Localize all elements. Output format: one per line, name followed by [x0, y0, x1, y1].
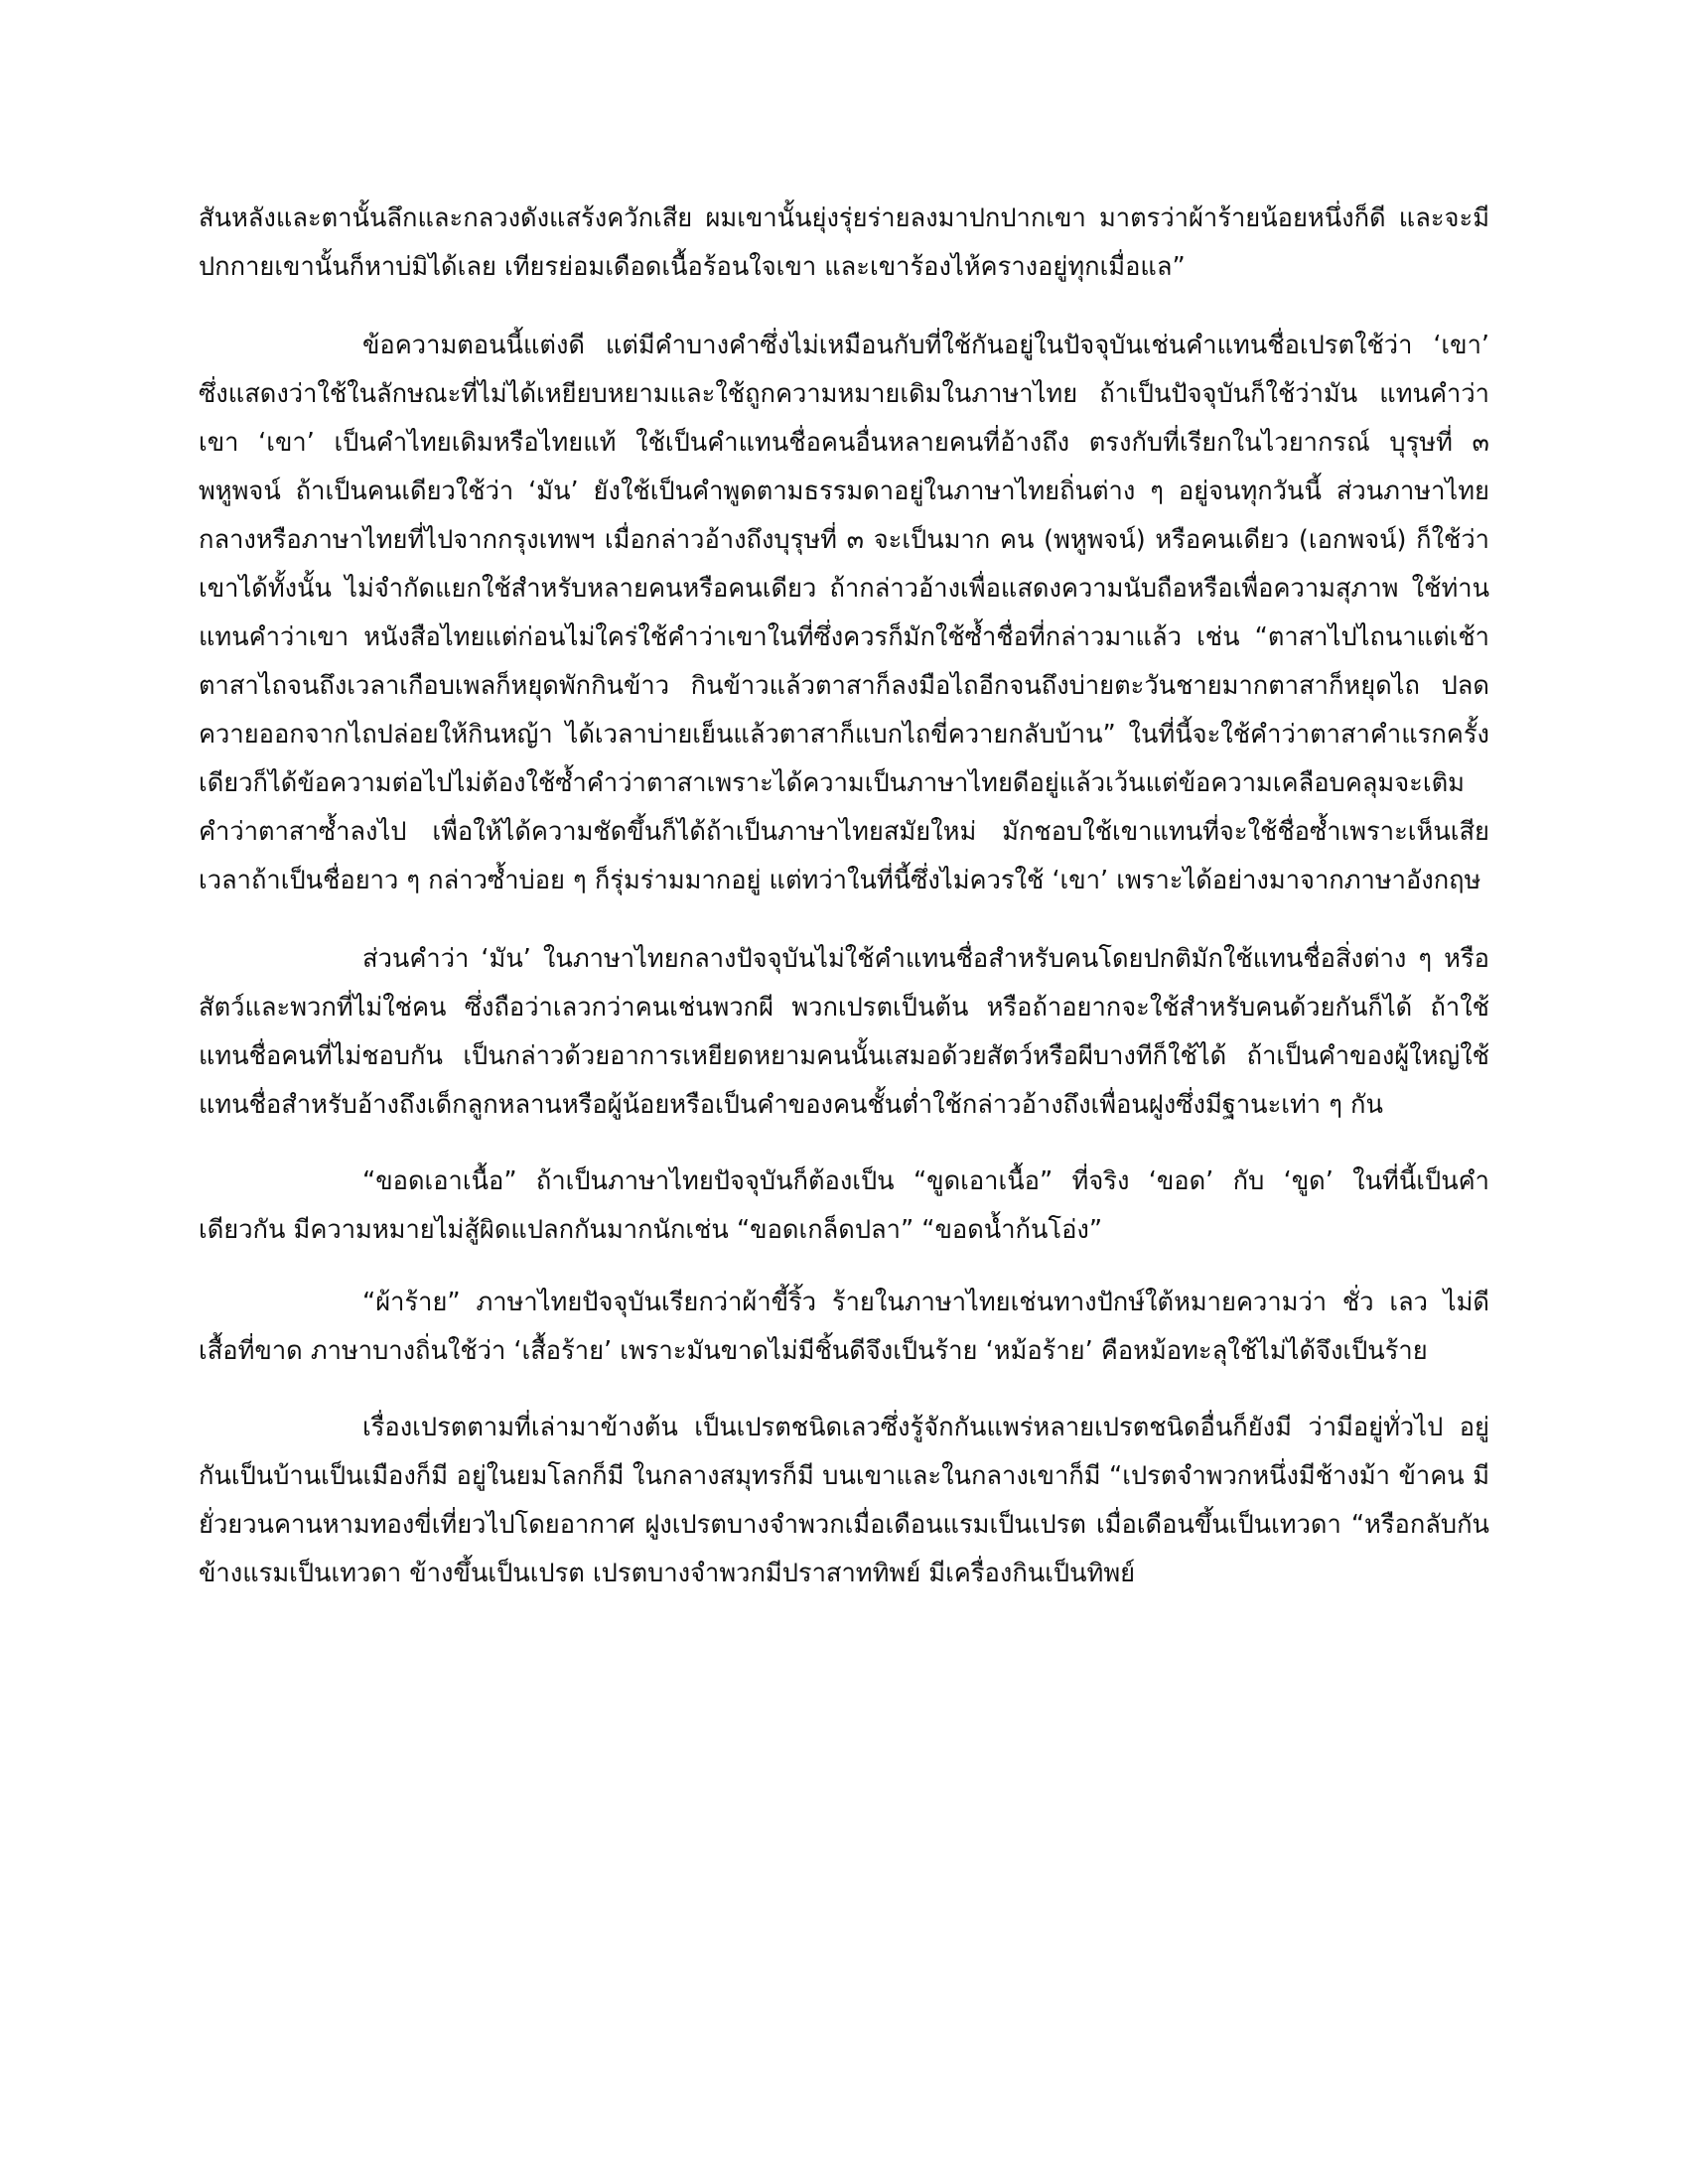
- paragraph-6: เรื่องเปรตตามที่เล่ามาข้างต้น เป็นเปรตชนิดเลวซึ่งรู้จักกันแพร่หลายเปรตชนิดอื่นก็ยังมี ว่ามีอยู่ทั่วไป อยู่กันเป็นบ้านเป็นเมืองก็มี อยู่ในยมโลกก็มี ในกลางสมุทรก็มี บนเขาและในกลางเขาก็มี “เปรตจำพวกหนึ่งมีช้างม้า ข้าคน มียั่วยวนคานหามทองขี่เที่ยวไปโดยอากาศ ฝูงเปรตบางจำพวกเมื่อเดือนแรมเป็นเปรต เมื่อเดือนขึ้นเป็นเทวดา “หรือกลับกันข้างแรมเป็นเทวดา ข้างขึ้นเป็นเปรต เปรตบางจำพวกมีปราสาททิพย์ มีเครื่องกินเป็นทิพย์: [199, 1413, 1489, 1588]
- paragraph-3: ส่วนคำว่า ‘มัน’ ในภาษาไทยกลางปัจจุบันไม่ใช้คำแทนชื่อสำหรับคนโดยปกติมักใช้แทนชื่อสิ่งต่าง ๆ หรือสัตว์และพวกที่ไม่ใช่คน ซึ่งถือว่าเลวกว่าคนเช่นพวกผี พวกเปรตเป็นต้น หรือถ้าอยากจะใช้สำหรับคนด้วยกันก็ได้ ถ้าใช้แทนชื่อคนที่ไม่ชอบกัน เป็นกล่าวด้วยอาการเหยียดหยามคนนั้นเสมอด้วยสัตว์หรือผีบางทีก็ใช้ได้ ถ้าเป็นคำของผู้ใหญ่ใช้แทนชื่อสำหรับอ้างถึงเด็กลูกหลานหรือผู้น้อยหรือเป็นคำของคนชั้นต่ำใช้กล่าวอ้างถึงเพื่อนฝูงซึ่งมีฐานะเท่า ๆ กัน: [199, 944, 1489, 1120]
- document-body: [199, 195, 1489, 1598]
- paragraph-4: “ขอดเอาเนื้อ” ถ้าเป็นภาษาไทยปัจจุบันก็ต้องเป็น “ขูดเอาเนื้อ” ที่จริง ‘ขอด’ กับ ‘ขูด’ ในที่นี้เป็นคำเดียวกัน มีความหมายไม่สู้ผิดแปลกกันมากนักเช่น “ขอดเกล็ดปลา” “ขอดน้ำก้นโอ่ง”: [199, 1166, 1489, 1245]
- paragraph-1: สันหลังและตานั้นลึกและกลวงดังแสร้งควักเสีย ผมเขานั้นยุ่งรุ่ยร่ายลงมาปกปากเขา มาตรว่าผ้าร้ายน้อยหนึ่งก็ดี และจะมีปกกายเขานั้นก็หาบ่มิได้เลย เทียรย่อมเดือดเนื้อร้อนใจเขา และเขาร้องไห้ครางอยู่ทุกเมื่อแล”: [199, 204, 1489, 282]
- paragraph-2: ข้อความตอนนี้แต่งดี แต่มีคำบางคำซึ่งไม่เหมือนกับที่ใช้กันอยู่ในปัจจุบันเช่นคำแทนชื่อเปรตใช้ว่า ‘เขา’ ซึ่งแสดงว่าใช้ในลักษณะที่ไม่ได้เหยียบหยามและใช้ถูกความหมายเดิมในภาษาไทย ถ้าเป็นปัจจุบันก็ใช้ว่ามัน แทนคำว่าเขา ‘เขา’ เป็นคำไทยเดิมหรือไทยแท้ ใช้เป็นคำแทนชื่อคนอื่นหลายคนที่อ้างถึง ตรงกับที่เรียกในไวยากรณ์ บุรุษที่ ๓ พหูพจน์ ถ้าเป็นคนเดียวใช้ว่า ‘มัน’ ยังใช้เป็นคำพูดตามธรรมดาอยู่ในภาษาไทยถิ่นต่าง ๆ อยู่จนทุกวันนี้ ส่วนภาษาไทยกลางหรือภาษาไทยที่ไปจากกรุงเทพฯ เมื่อกล่าวอ้างถึงบุรุษที่ ๓ จะเป็นมาก คน (พหูพจน์) หรือคนเดียว (เอกพจน์) ก็ใช้ว่าเขาได้ทั้งนั้น ไม่จำกัดแยกใช้สำหรับหลายคนหรือคนเดียว ถ้ากล่าวอ้างเพื่อแสดงความนับถือหรือเพื่อความสุภาพ ใช้ท่านแทนคำว่าเขา หนังสือไทยแต่ก่อนไม่ใคร่ใช้คำว่าเขาในที่ซึ่งควรก็มักใช้ซ้ำชื่อที่กล่าวมาแล้ว เช่น “ตาสาไปไถนาแต่เช้า ตาสาไถจนถึงเวลาเกือบเพลก็หยุดพักกินข้าว กินข้าวแล้วตาสาก็ลงมือไถอีกจนถึงบ่ายตะวันชายมากตาสาก็หยุดไถ ปลดควายออกจากไถปล่อยให้กินหญ้า ได้เวลาบ่ายเย็นแล้วตาสาก็แบกไถขี่ควายกลับบ้าน” ในที่นี้จะใช้คำว่าตาสาคำแรกครั้งเดียวก็ได้ข้อความต่อไปไม่ต้องใช้ซ้ำคำว่าตาสาเพราะได้ความเป็นภาษาไทยดีอยู่แล้วเว้นแต่ข้อความเคลือบคลุมจะเติมคำว่าตาสาซ้ำลงไป เพื่อให้ได้ความชัดขึ้นก็ได้ถ้าเป็นภาษาไทยสมัยใหม่ มักชอบใช้เขาแทนที่จะใช้ชื่อซ้ำเพราะเห็นเสียเวลาถ้าเป็นชื่อยาว ๆ กล่าวซ้ำบ่อย ๆ ก็รุ่มร่ามมากอยู่ แต่ทว่าในที่นี้ซึ่งไม่ควรใช้ ‘เขา’ เพราะได้อย่างมาจากภาษาอังกฤษ: [199, 331, 1489, 895]
- paragraph-5: “ผ้าร้าย” ภาษาไทยปัจจุบันเรียกว่าผ้าขี้ริ้ว ร้ายในภาษาไทยเช่นทางปักษ์ใต้หมายความว่า ชั่ว เลว ไม่ดี เสื้อที่ขาด ภาษาบางถิ่นใช้ว่า ‘เสื้อร้าย’ เพราะมันขาดไม่มีชิ้นดีจึงเป็นร้าย ‘หม้อร้าย’ คือหม้อทะลุใช้ไม่ได้จึงเป็นร้าย: [199, 1288, 1489, 1366]
